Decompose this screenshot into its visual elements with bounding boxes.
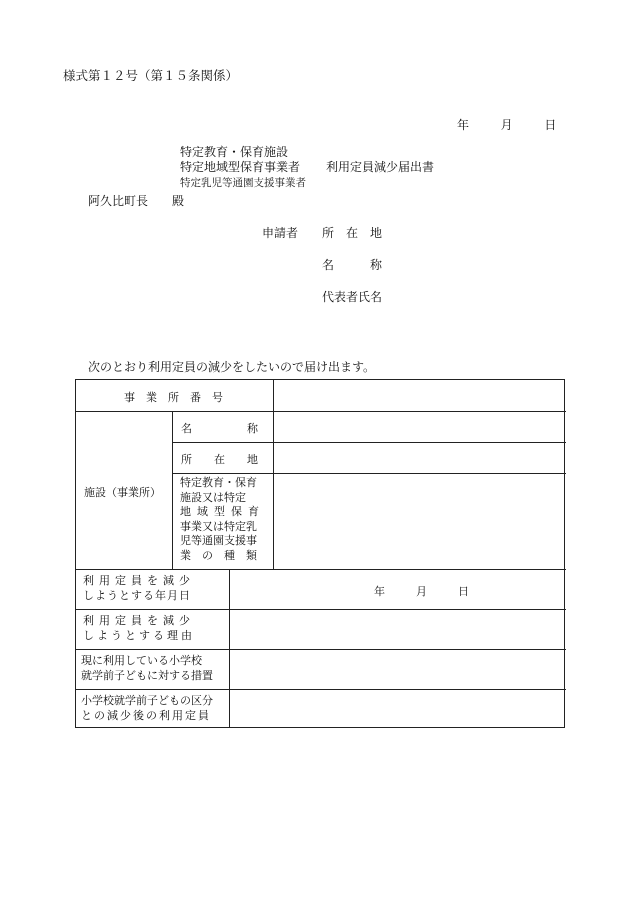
intro-text: 次のとおり利用定員の減少をしたいので届け出ます。 (88, 360, 376, 374)
type-line-1: 特定教育・保育 (180, 476, 257, 489)
facility-type-2: 特定地域型保育事業者 (180, 160, 301, 174)
type-line-2: 施設又は特定 (180, 490, 246, 504)
facility-address-field[interactable] (275, 443, 564, 472)
applicant-address-label: 所 在 地 (322, 226, 383, 240)
facility-type-3: 特定乳児等通園支援事業者 (180, 177, 306, 189)
measures-label (81, 654, 227, 683)
reduction-form-table (75, 379, 565, 728)
reduce-month-label: 月 (416, 585, 427, 598)
after-capacity-line-1: 小学校就学前子どもの区分 (81, 694, 213, 707)
applicant-representative-label: 代表者氏名 (322, 290, 383, 304)
year-label: 年 (457, 118, 470, 132)
honorific: 殿 (172, 194, 185, 208)
reduce-reason-line-2: しようとする理由 (83, 628, 195, 642)
facility-address-label: 所 在 地 (181, 453, 258, 466)
facility-name-label: 名 称 (181, 422, 258, 435)
facility-type-1: 特定教育・保育施設 (180, 145, 289, 159)
reduce-date-label (83, 574, 223, 603)
type-line-6: 業 の 種 類 (180, 548, 257, 562)
type-line-4: 事業又は特定乳 (180, 519, 257, 533)
addressee: 阿久比町長 (88, 194, 149, 208)
type-line-5: 児等通園支援事 (180, 534, 257, 547)
after-capacity-line-2: との減少後の利用定員 (81, 708, 211, 722)
reduce-year-label: 年 (374, 585, 385, 598)
month-label: 月 (500, 118, 513, 132)
facility-name-field[interactable] (275, 412, 564, 441)
measures-line-1: 現に利用している小学校 (81, 654, 202, 667)
after-capacity-label (81, 694, 227, 723)
form-title: 利用定員減少届出書 (326, 160, 435, 174)
reduce-reason-line-1: 利用定員を減少 (83, 614, 195, 627)
measures-line-2: 就学前子どもに対する措置 (81, 668, 213, 682)
facility-group-label: 施設（事業所） (84, 486, 161, 499)
facility-type-label (180, 476, 268, 563)
reduce-reason-field[interactable] (231, 610, 564, 648)
submission-date (457, 116, 556, 133)
reduce-date-line-1: 利用定員を減少 (83, 574, 195, 587)
form-number: 様式第１２号（第１５条関係） (63, 68, 239, 83)
type-line-3: 地域型保育 (180, 505, 265, 518)
reduce-reason-label (83, 614, 223, 643)
measures-field[interactable] (231, 650, 564, 688)
office-number-label: 事 業 所 番 号 (124, 391, 223, 404)
office-number-field[interactable] (275, 381, 564, 410)
day-label: 日 (544, 118, 557, 132)
reduce-day-label: 日 (458, 585, 469, 598)
after-capacity-field[interactable] (231, 690, 564, 727)
reduce-date-line-2: しようとする年月日 (83, 588, 191, 602)
facility-type-field[interactable] (275, 474, 564, 568)
applicant-label: 申請者 (262, 226, 299, 240)
applicant-name-label: 名 称 (322, 258, 383, 272)
reduce-date-value[interactable] (374, 583, 469, 599)
